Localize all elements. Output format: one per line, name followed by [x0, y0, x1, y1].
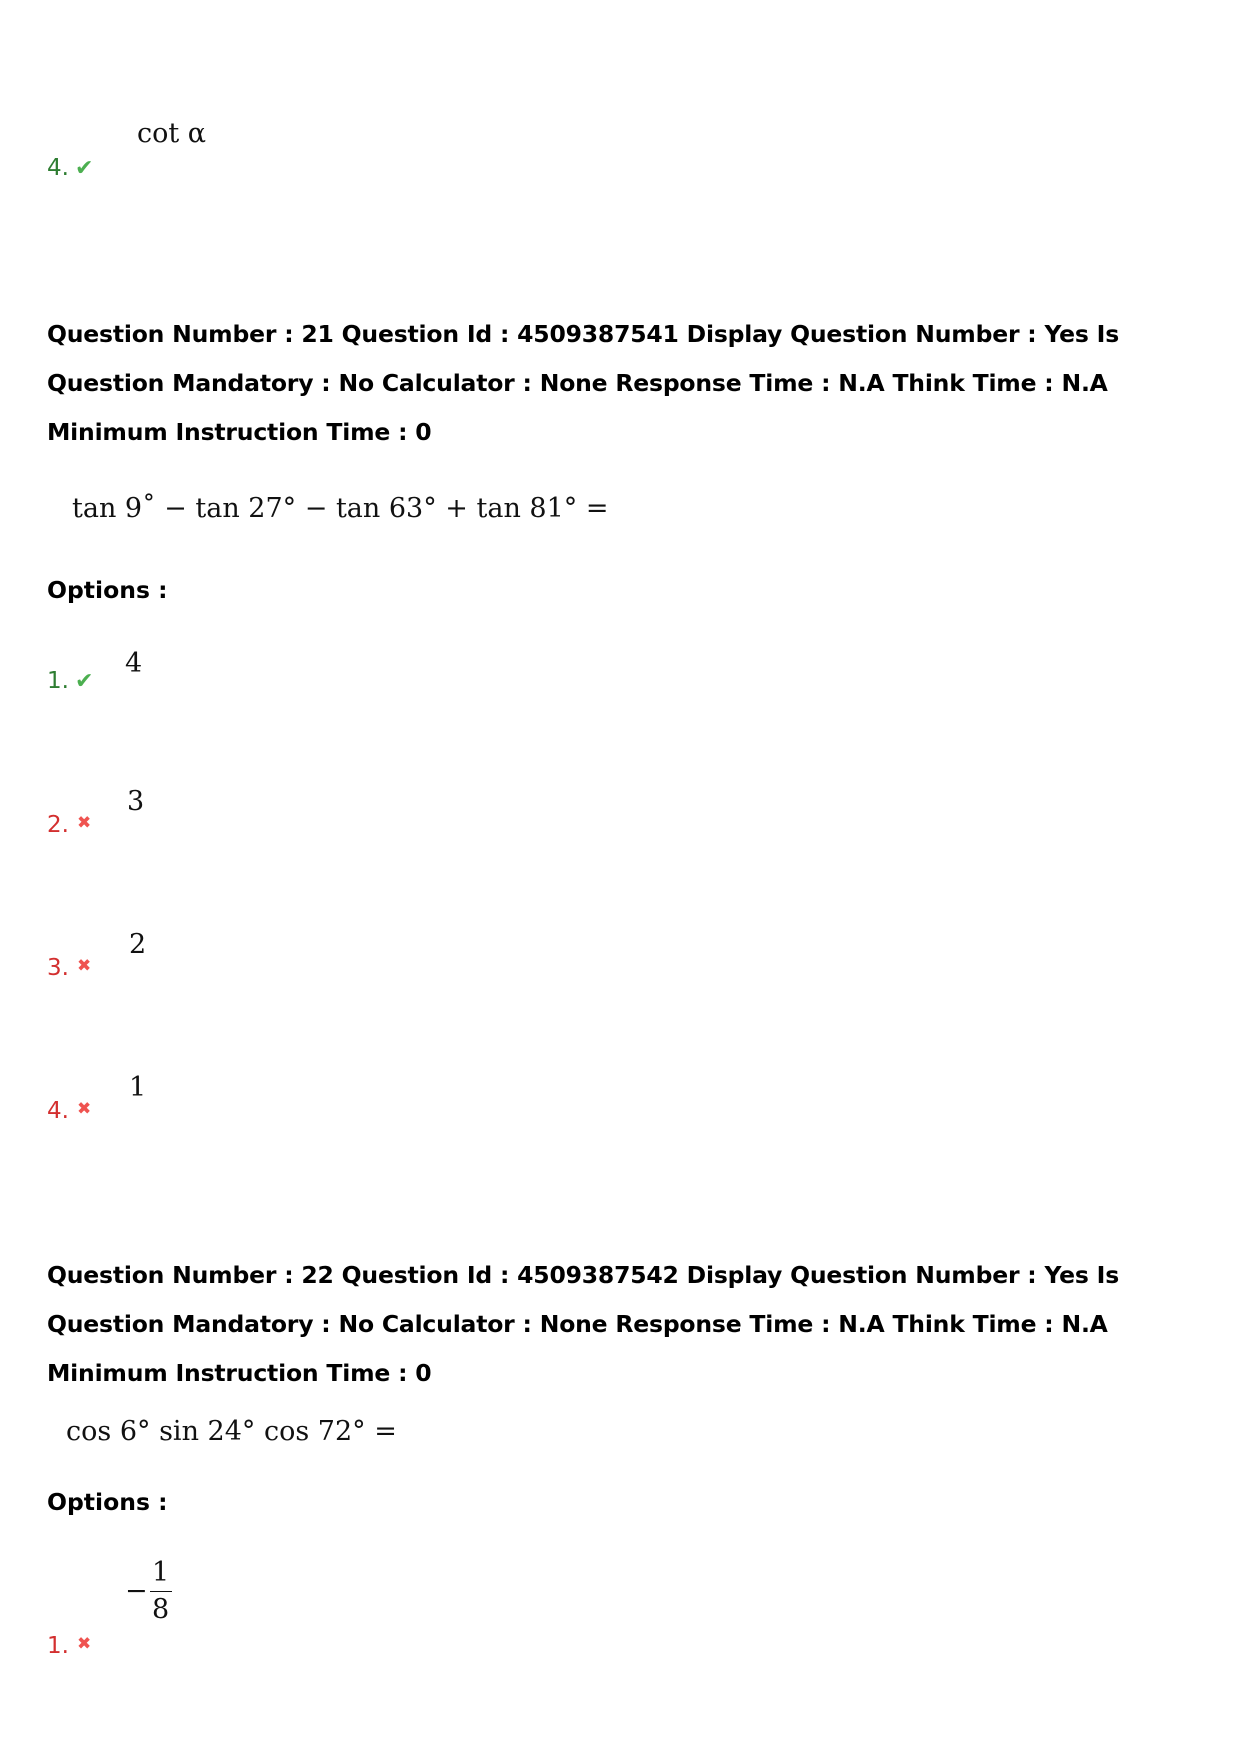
option-number — [47, 155, 93, 181]
options-label: Options : — [47, 1488, 168, 1516]
cross-icon: ✖ — [76, 1099, 92, 1119]
option-number — [47, 1098, 91, 1124]
options-label: Options : — [47, 576, 168, 604]
option-number — [47, 955, 91, 981]
fraction-bar — [150, 1591, 172, 1592]
fraction — [150, 1558, 172, 1624]
option-number-label: 4. — [47, 1098, 69, 1124]
cross-icon: ✖ — [76, 813, 92, 833]
option-fraction — [125, 1558, 172, 1624]
cross-icon: ✖ — [76, 1634, 92, 1654]
option-value: 2 — [129, 929, 147, 960]
option-value: 4 — [125, 648, 143, 679]
option-number-label: 1. — [47, 668, 69, 694]
option-number-label: 2. — [47, 812, 69, 838]
question-header: Question Number : 22 Question Id : 4509387542 Display Question Number : Yes Is Question Mandatory : No Calculator : None Response Time : N.A Think Time : N.A Minimum Instruction Time : 0 — [47, 1261, 1119, 1387]
option-number-label: 4. — [47, 155, 69, 181]
fraction-denominator: 8 — [152, 1593, 170, 1625]
option-number-label: 3. — [47, 955, 69, 981]
option-number-label: 1. — [47, 1633, 69, 1659]
option-value: 1 — [129, 1072, 147, 1103]
fraction-numerator: 1 — [152, 1557, 170, 1588]
question-expression: cos 6° sin 24° cos 72° = — [66, 1416, 397, 1447]
option-number — [47, 1633, 91, 1659]
fraction-sign: − — [125, 1575, 148, 1607]
option-value: 3 — [127, 786, 145, 817]
option-number — [47, 668, 93, 694]
option-number — [47, 812, 91, 838]
question-header: Question Number : 21 Question Id : 4509387541 Display Question Number : Yes Is Question Mandatory : No Calculator : None Response Time : N.A Think Time : N.A Minimum Instruction Time : 0 — [47, 320, 1119, 446]
cross-icon: ✖ — [76, 956, 92, 976]
check-icon: ✔ — [74, 669, 94, 694]
option-math: cot α — [137, 118, 207, 149]
check-icon: ✔ — [74, 156, 94, 181]
question-expression: tan 9˚ − tan 27° − tan 63° + tan 81° = — [72, 493, 609, 524]
